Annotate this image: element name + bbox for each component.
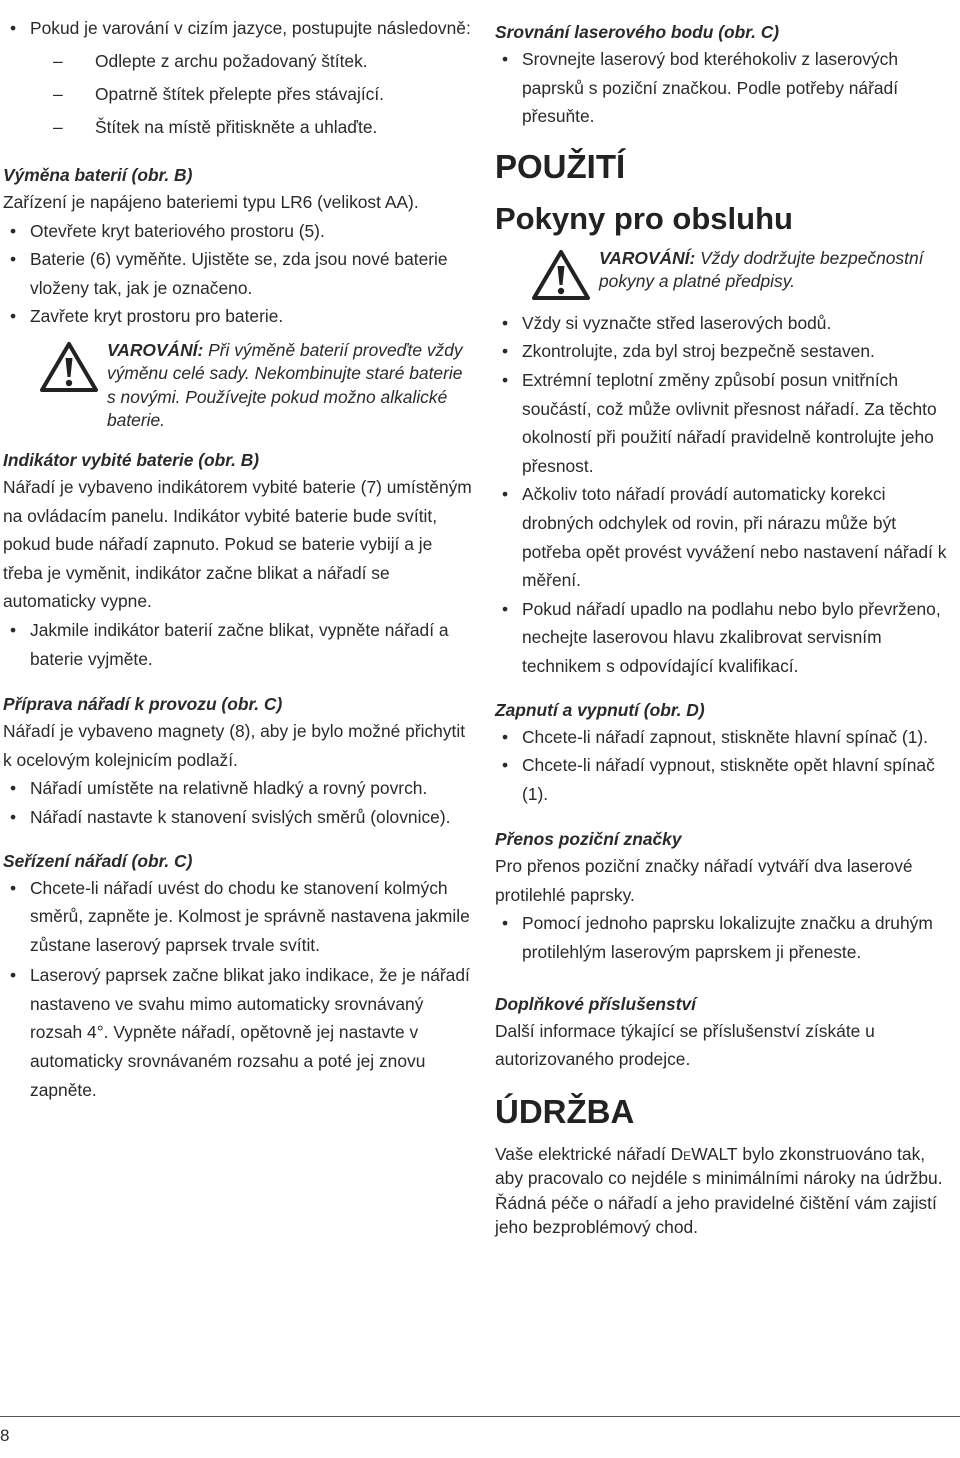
use-heading: POUŽITÍ	[495, 147, 626, 185]
list-item: • Nářadí umístěte na relativně hladký a rovný povrch.	[3, 774, 473, 803]
prep-list	[3, 774, 473, 831]
onoff-list	[495, 723, 957, 809]
indicator-text: Nářadí je vybaveno indikátorem vybité baterie (7) umístěným na ovládacím panelu. Indikátor vybité baterie bude svítit, pokud bude nářadí zapnuto. Pokud se baterie vybijí a je třeba je vyměnit, indikátor začne blikat a nářadí se automaticky vypne.	[3, 476, 472, 612]
right-column	[495, 14, 957, 1240]
warning-label: VAROVÁNÍ:	[107, 339, 204, 360]
intro-list	[3, 14, 473, 43]
list-item: • Extrémní teplotní změny způsobí posun vnitřních součástí, což může ovlivnit přesnost nářadí. Za těchto okolností při použití nářadí pravidelně kontrolujte jeho přesnost.	[495, 366, 957, 480]
onoff-title: Zapnutí a vypnutí (obr. D)	[495, 699, 705, 720]
battery-list	[3, 217, 473, 331]
transfer-text: Pro přenos poziční značky nářadí vytváří dva laserové protilehlé paprsky.	[495, 856, 913, 905]
dash-list	[3, 45, 473, 144]
align-list	[495, 45, 957, 131]
transfer-list	[495, 909, 957, 966]
list-item: • Baterie (6) vyměňte. Ujistěte se, zda jsou nové baterie vloženy tak, jak je označeno.	[3, 245, 473, 302]
align-title: Srovnání laserového bodu (obr. C)	[495, 22, 780, 42]
list-item: – Štítek na místě přitiskněte a uhlaďte.	[3, 111, 473, 144]
acc-title: Doplňkové příslušenství	[495, 993, 697, 1014]
ops-warning	[495, 247, 957, 307]
transfer-title: Přenos poziční značky	[495, 829, 682, 850]
list-item: • Zavřete kryt prostoru pro baterie.	[3, 302, 473, 331]
indicator-list	[3, 616, 473, 673]
warning-icon	[39, 341, 99, 393]
list-item: • Srovnejte laserový bod kteréhokoliv z laserových paprsků s poziční značkou. Podle potřeby nářadí přesuňte.	[495, 45, 957, 131]
list-item: • Vždy si vyznačte střed laserových bodů.	[495, 309, 957, 338]
list-item: • Pokud nářadí upadlo na podlahu nebo bylo převrženo, nechejte laserovou hlavu zkalibrovat servisním technikem s odpovídající kvalifikací.	[495, 595, 957, 681]
maint-text-before: Vaše elektrické nářadí	[495, 1143, 666, 1164]
list-item: • Chcete-li nářadí zapnout, stiskněte hlavní spínač (1).	[495, 723, 957, 752]
ops-heading: Pokyny pro obsluhu	[495, 200, 793, 236]
list-item: • Otevřete kryt bateriového prostoru (5).	[3, 217, 473, 246]
indicator-title: Indikátor vybité baterie (obr. B)	[3, 449, 260, 470]
battery-text: Zařízení je napájeno bateriemi typu LR6 (velikost AA).	[3, 191, 419, 212]
setup-title: Seřízení nářadí (obr. C)	[3, 850, 193, 871]
maint-heading: ÚDRŽBA	[495, 1092, 635, 1130]
list-item: • Zkontrolujte, zda byl stroj bezpečně sestaven.	[495, 337, 957, 366]
warning-icon	[531, 249, 591, 301]
warning-label: VAROVÁNÍ:	[599, 247, 696, 268]
prep-title: Příprava nářadí k provozu (obr. C)	[3, 694, 283, 715]
list-item: • Pokud je varování v cizím jazyce, postupujte následovně:	[3, 14, 473, 43]
setup-list	[3, 874, 473, 1105]
warning-text: Při výměně baterií proveďte vždy výměnu celé sady. Nekombinujte staré baterie s novými. Používejte pokud možno alkalické baterie.	[107, 339, 463, 431]
brand-name: DeWALT	[670, 1143, 738, 1164]
battery-warning	[3, 339, 473, 433]
list-item: – Opatrně štítek přelepte přes stávající.	[3, 78, 473, 111]
list-item: • Chcete-li nářadí vypnout, stiskněte opět hlavní spínač (1).	[495, 751, 957, 808]
page-number: 8	[0, 1426, 10, 1445]
ops-list	[495, 309, 957, 681]
warning-text: Vždy dodržujte bezpečnostní pokyny a platné předpisy.	[599, 247, 924, 292]
list-item: • Laserový paprsek začne blikat jako indikace, že je nářadí nastaveno ve svahu mimo automaticky srovnávaný rozsah 4°. Vypněte nářadí, opětovně jej nastavte v automaticky srovnávaném rozsahu a poté jej znovu zapněte.	[3, 961, 473, 1104]
list-item: • Nářadí nastavte k stanovení svislých směrů (olovnice).	[3, 803, 473, 832]
list-item: • Jakmile indikátor baterií začne blikat, vypněte nářadí a baterie vyjměte.	[3, 616, 473, 673]
list-item: • Chcete-li nářadí uvést do chodu ke stanovení kolmých směrů, zapněte je. Kolmost je správně nastavena jakmile zůstane laserový paprsek trvale svítit.	[3, 874, 473, 960]
maint-text	[495, 1142, 957, 1240]
maint-text-after: bylo zkonstruováno tak, aby pracovalo co nejdéle s minimálními nároky na údržbu. Řádná péče o nářadí a jeho pravidelné čištění vám zajistí jeho bezproblémový chod.	[495, 1143, 943, 1238]
list-item: – Odlepte z archu požadovaný štítek.	[3, 45, 473, 78]
prep-text: Nářadí je vybaveno magnety (8), aby je bylo možné přichytit k ocelovým kolejnicím podlaží.	[3, 721, 466, 770]
acc-text: Další informace týkající se příslušenství získáte u autorizovaného prodejce.	[495, 1020, 875, 1070]
list-item: • Pomocí jednoho paprsku lokalizujte značku a druhým protilehlým laserovým paprskem ji přeneste.	[495, 909, 957, 966]
footer-rule	[0, 1416, 960, 1417]
list-item: • Ačkoliv toto nářadí provádí automaticky korekci drobných odchylek od rovin, při nárazu může být potřeba opět provést vyvážení nebo nastavení nářadí k měření.	[495, 480, 957, 594]
left-column	[3, 14, 473, 1104]
battery-title: Výměna baterií (obr. B)	[3, 164, 193, 185]
